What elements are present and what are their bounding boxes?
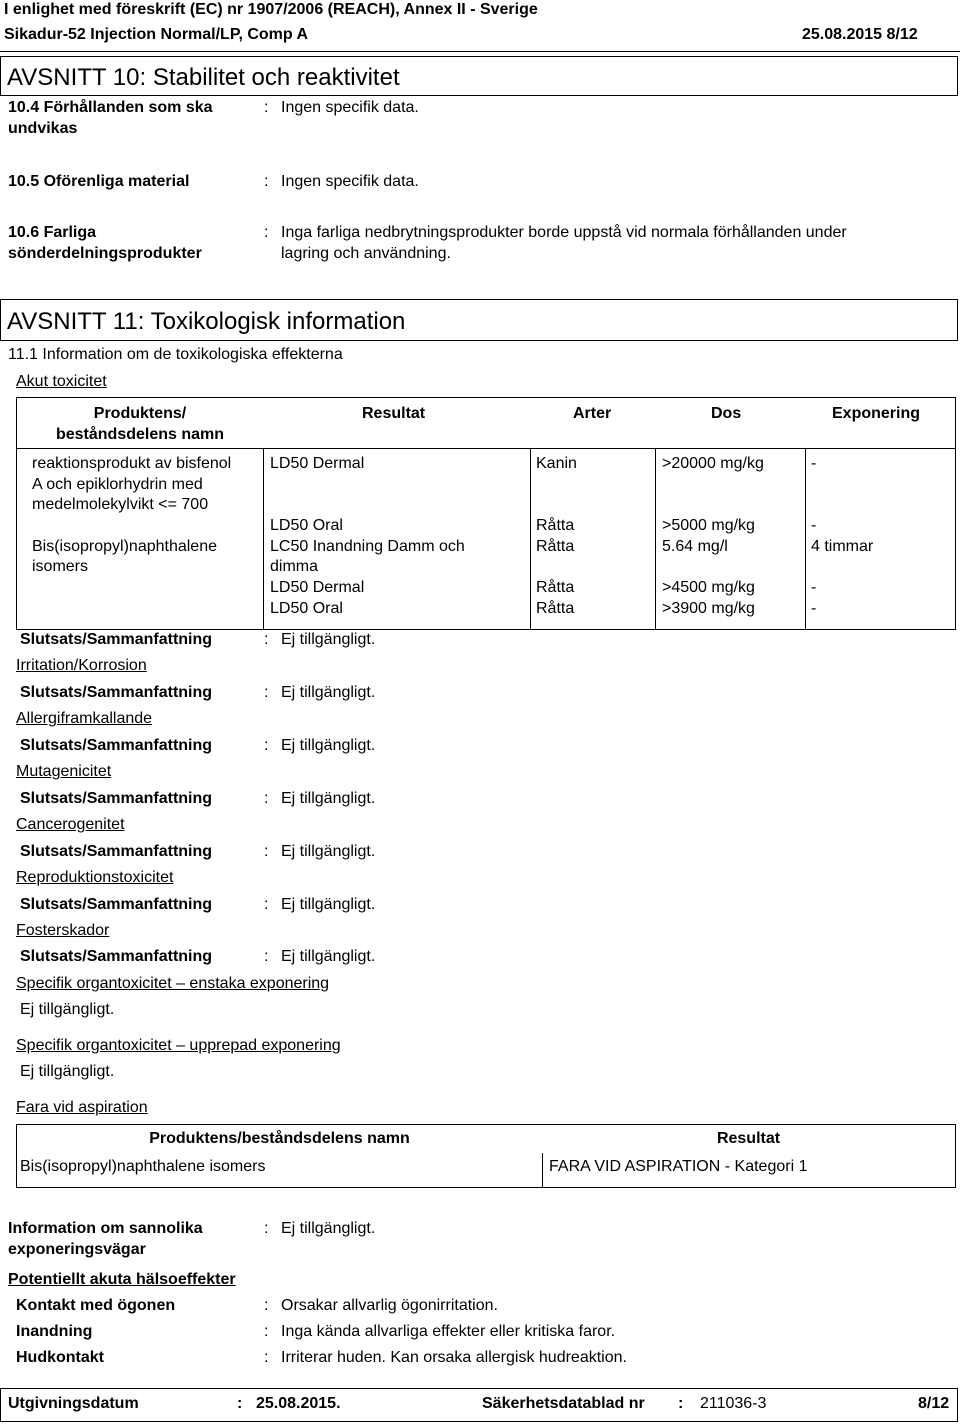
tox-exposure: - bbox=[811, 517, 817, 534]
th-name: Produktens/ bbox=[93, 405, 187, 422]
item-10-6-label: 10.6 Farliga bbox=[8, 224, 97, 241]
tox-species: Råtta bbox=[536, 600, 575, 617]
tox-dose: >5000 mg/kg bbox=[662, 517, 755, 534]
summary-value: Ej tillgängligt. bbox=[281, 948, 376, 965]
summary-value: Ej tillgängligt. bbox=[281, 790, 376, 807]
summary-value: Ej tillgängligt. bbox=[281, 896, 376, 913]
exposure-routes-label: exponeringsvägar bbox=[8, 1241, 146, 1258]
tox-dose: >20000 mg/kg bbox=[662, 455, 764, 472]
exposure-routes-label: Information om sannolika bbox=[8, 1220, 203, 1237]
acute-effects-heading: Potentiellt akuta hälsoeffekter bbox=[8, 1271, 236, 1288]
table-header-rule bbox=[16, 448, 956, 449]
item-10-5-label: 10.5 Oförenliga material bbox=[8, 173, 190, 190]
th-result: Resultat bbox=[362, 405, 426, 422]
summary-colon: : bbox=[264, 631, 269, 648]
tox-dose: >3900 mg/kg bbox=[662, 600, 755, 617]
section-10-title: AVSNITT 10: Stabilitet och reaktivitet bbox=[7, 64, 400, 91]
tox-exposure: 4 timmar bbox=[811, 538, 874, 555]
summary-value: Ej tillgängligt. bbox=[281, 737, 376, 754]
summary-label: Slutsats/Sammanfattning bbox=[20, 631, 213, 648]
summary-label: Slutsats/Sammanfattning bbox=[20, 948, 213, 965]
th-name: beståndsdelens namn bbox=[55, 426, 225, 443]
tox-result: dimma bbox=[270, 558, 319, 575]
summary-colon: : bbox=[264, 684, 269, 701]
summary-colon: : bbox=[264, 790, 269, 807]
summary-value: Ej tillgängligt. bbox=[281, 843, 376, 860]
section-11-1-subtitle: 11.1 Information om de toxikologiska effekterna bbox=[8, 346, 343, 363]
category-heading: Allergiframkallande bbox=[16, 710, 153, 727]
header-date-page: 25.08.2015 8/12 bbox=[802, 26, 918, 43]
footer-colon: : bbox=[237, 1395, 243, 1412]
aspiration-heading: Fara vid aspiration bbox=[16, 1099, 148, 1116]
product-name: Sikadur-52 Injection Normal/LP, Comp A bbox=[4, 26, 309, 43]
section-10-bar bbox=[0, 56, 958, 96]
effect-label-skin: Hudkontakt bbox=[16, 1349, 104, 1366]
footer-page: 8/12 bbox=[918, 1395, 950, 1412]
aspiration-th-result: Resultat bbox=[716, 1130, 781, 1147]
category-heading: Fosterskador bbox=[16, 922, 110, 939]
effect-value-skin: Irriterar huden. Kan orsaka allergisk hudreaktion. bbox=[281, 1349, 627, 1366]
category-heading: Reproduktionstoxicitet bbox=[16, 869, 174, 886]
category-heading: Mutagenicitet bbox=[16, 763, 112, 780]
footer-sds-number: 211036-3 bbox=[700, 1395, 767, 1412]
item-10-5-value: Ingen specifik data. bbox=[281, 173, 419, 190]
regulation-header: I enlighet med föreskrift (EC) nr 1907/2006 (REACH), Annex II - Sverige bbox=[4, 1, 538, 18]
item-10-6-value: Inga farliga nedbrytningsprodukter borde uppstå vid normala förhållanden under bbox=[281, 224, 847, 241]
category-heading: Irritation/Korrosion bbox=[16, 657, 147, 674]
aspiration-row-result: FARA VID ASPIRATION - Kategori 1 bbox=[549, 1158, 808, 1175]
table-col-divider bbox=[530, 448, 531, 630]
aspiration-th-name: Produktens/beståndsdelens namn bbox=[149, 1130, 410, 1147]
footer-issue-label: Utgivningsdatum bbox=[8, 1395, 139, 1412]
stot-single-value: Ej tillgängligt. bbox=[20, 1001, 115, 1018]
item-10-4-value: Ingen specifik data. bbox=[281, 99, 419, 116]
item-10-6-value: lagring och användning. bbox=[281, 245, 451, 262]
tox-exposure: - bbox=[811, 600, 817, 617]
item-10-6-label: sönderdelningsprodukter bbox=[8, 245, 202, 262]
tox-result: LC50 Inandning Damm och bbox=[270, 538, 465, 555]
tox-dose: >4500 mg/kg bbox=[662, 579, 755, 596]
summary-value: Ej tillgängligt. bbox=[281, 631, 376, 648]
tox-species: Råtta bbox=[536, 517, 575, 534]
effect-value-eyes: Orsakar allvarlig ögonirritation. bbox=[281, 1297, 498, 1314]
tox-species: Kanin bbox=[536, 455, 577, 472]
item-10-6-colon: : bbox=[264, 224, 269, 241]
summary-label: Slutsats/Sammanfattning bbox=[20, 843, 213, 860]
acute-toxicity-heading: Akut toxicitet bbox=[16, 373, 107, 390]
table-col-divider bbox=[655, 448, 656, 630]
effect-colon: : bbox=[264, 1297, 269, 1314]
effect-label-eyes: Kontakt med ögonen bbox=[16, 1297, 176, 1314]
summary-colon: : bbox=[264, 843, 269, 860]
aspiration-col-divider bbox=[542, 1153, 543, 1188]
summary-label: Slutsats/Sammanfattning bbox=[20, 790, 213, 807]
category-heading: Cancerogenitet bbox=[16, 816, 125, 833]
effect-label-inhalation: Inandning bbox=[16, 1323, 93, 1340]
tox-species: Råtta bbox=[536, 579, 575, 596]
effect-colon: : bbox=[264, 1349, 269, 1366]
footer-sds-label: Säkerhetsdatablad nr bbox=[482, 1395, 645, 1412]
tox-exposure: - bbox=[811, 579, 817, 596]
th-exposure: Exponering bbox=[832, 405, 921, 422]
summary-value: Ej tillgängligt. bbox=[281, 684, 376, 701]
tox-result: LD50 Oral bbox=[270, 600, 343, 617]
table-col-divider bbox=[263, 448, 264, 630]
section-11-title: AVSNITT 11: Toxikologisk information bbox=[7, 308, 406, 335]
stot-single-heading: Specifik organtoxicitet – enstaka exponering bbox=[16, 975, 330, 992]
item-10-4-label: 10.4 Förhållanden som ska bbox=[8, 99, 213, 116]
footer-colon: : bbox=[678, 1395, 684, 1412]
tox-species: Råtta bbox=[536, 538, 575, 555]
aspiration-row-name: Bis(isopropyl)naphthalene isomers bbox=[20, 1158, 266, 1175]
tox-dose: 5.64 mg/l bbox=[662, 538, 728, 555]
summary-colon: : bbox=[264, 948, 269, 965]
tox-exposure: - bbox=[811, 455, 817, 472]
item-10-4-label: undvikas bbox=[8, 120, 78, 137]
summary-label: Slutsats/Sammanfattning bbox=[20, 737, 213, 754]
substance-name: Bis(isopropyl)naphthalene bbox=[32, 538, 217, 555]
summary-label: Slutsats/Sammanfattning bbox=[20, 684, 213, 701]
footer-bar bbox=[0, 1388, 958, 1422]
th-dose: Dos bbox=[711, 405, 742, 422]
table-col-divider bbox=[805, 448, 806, 630]
substance-name: medelmolekylvikt <= 700 bbox=[32, 496, 209, 513]
item-10-5-colon: : bbox=[264, 173, 269, 190]
substance-name: A och epiklorhydrin med bbox=[32, 476, 203, 493]
exposure-routes-colon: : bbox=[264, 1220, 269, 1237]
summary-colon: : bbox=[264, 896, 269, 913]
th-species: Arter bbox=[573, 405, 612, 422]
summary-label: Slutsats/Sammanfattning bbox=[20, 896, 213, 913]
item-10-4-colon: : bbox=[264, 99, 269, 116]
substance-name: isomers bbox=[32, 558, 89, 575]
footer-issue-date: 25.08.2015. bbox=[256, 1395, 341, 1412]
stot-repeated-heading: Specifik organtoxicitet – upprepad exponering bbox=[16, 1037, 341, 1054]
substance-name: reaktionsprodukt av bisfenol bbox=[32, 455, 232, 472]
tox-result: LD50 Dermal bbox=[270, 579, 365, 596]
stot-repeated-value: Ej tillgängligt. bbox=[20, 1063, 115, 1080]
header-rule bbox=[0, 51, 960, 52]
exposure-routes-value: Ej tillgängligt. bbox=[281, 1220, 376, 1237]
tox-result: LD50 Oral bbox=[270, 517, 343, 534]
section-11-bar bbox=[0, 299, 958, 341]
effect-value-inhalation: Inga kända allvarliga effekter eller kritiska faror. bbox=[281, 1323, 616, 1340]
tox-result: LD50 Dermal bbox=[270, 455, 365, 472]
effect-colon: : bbox=[264, 1323, 269, 1340]
summary-colon: : bbox=[264, 737, 269, 754]
